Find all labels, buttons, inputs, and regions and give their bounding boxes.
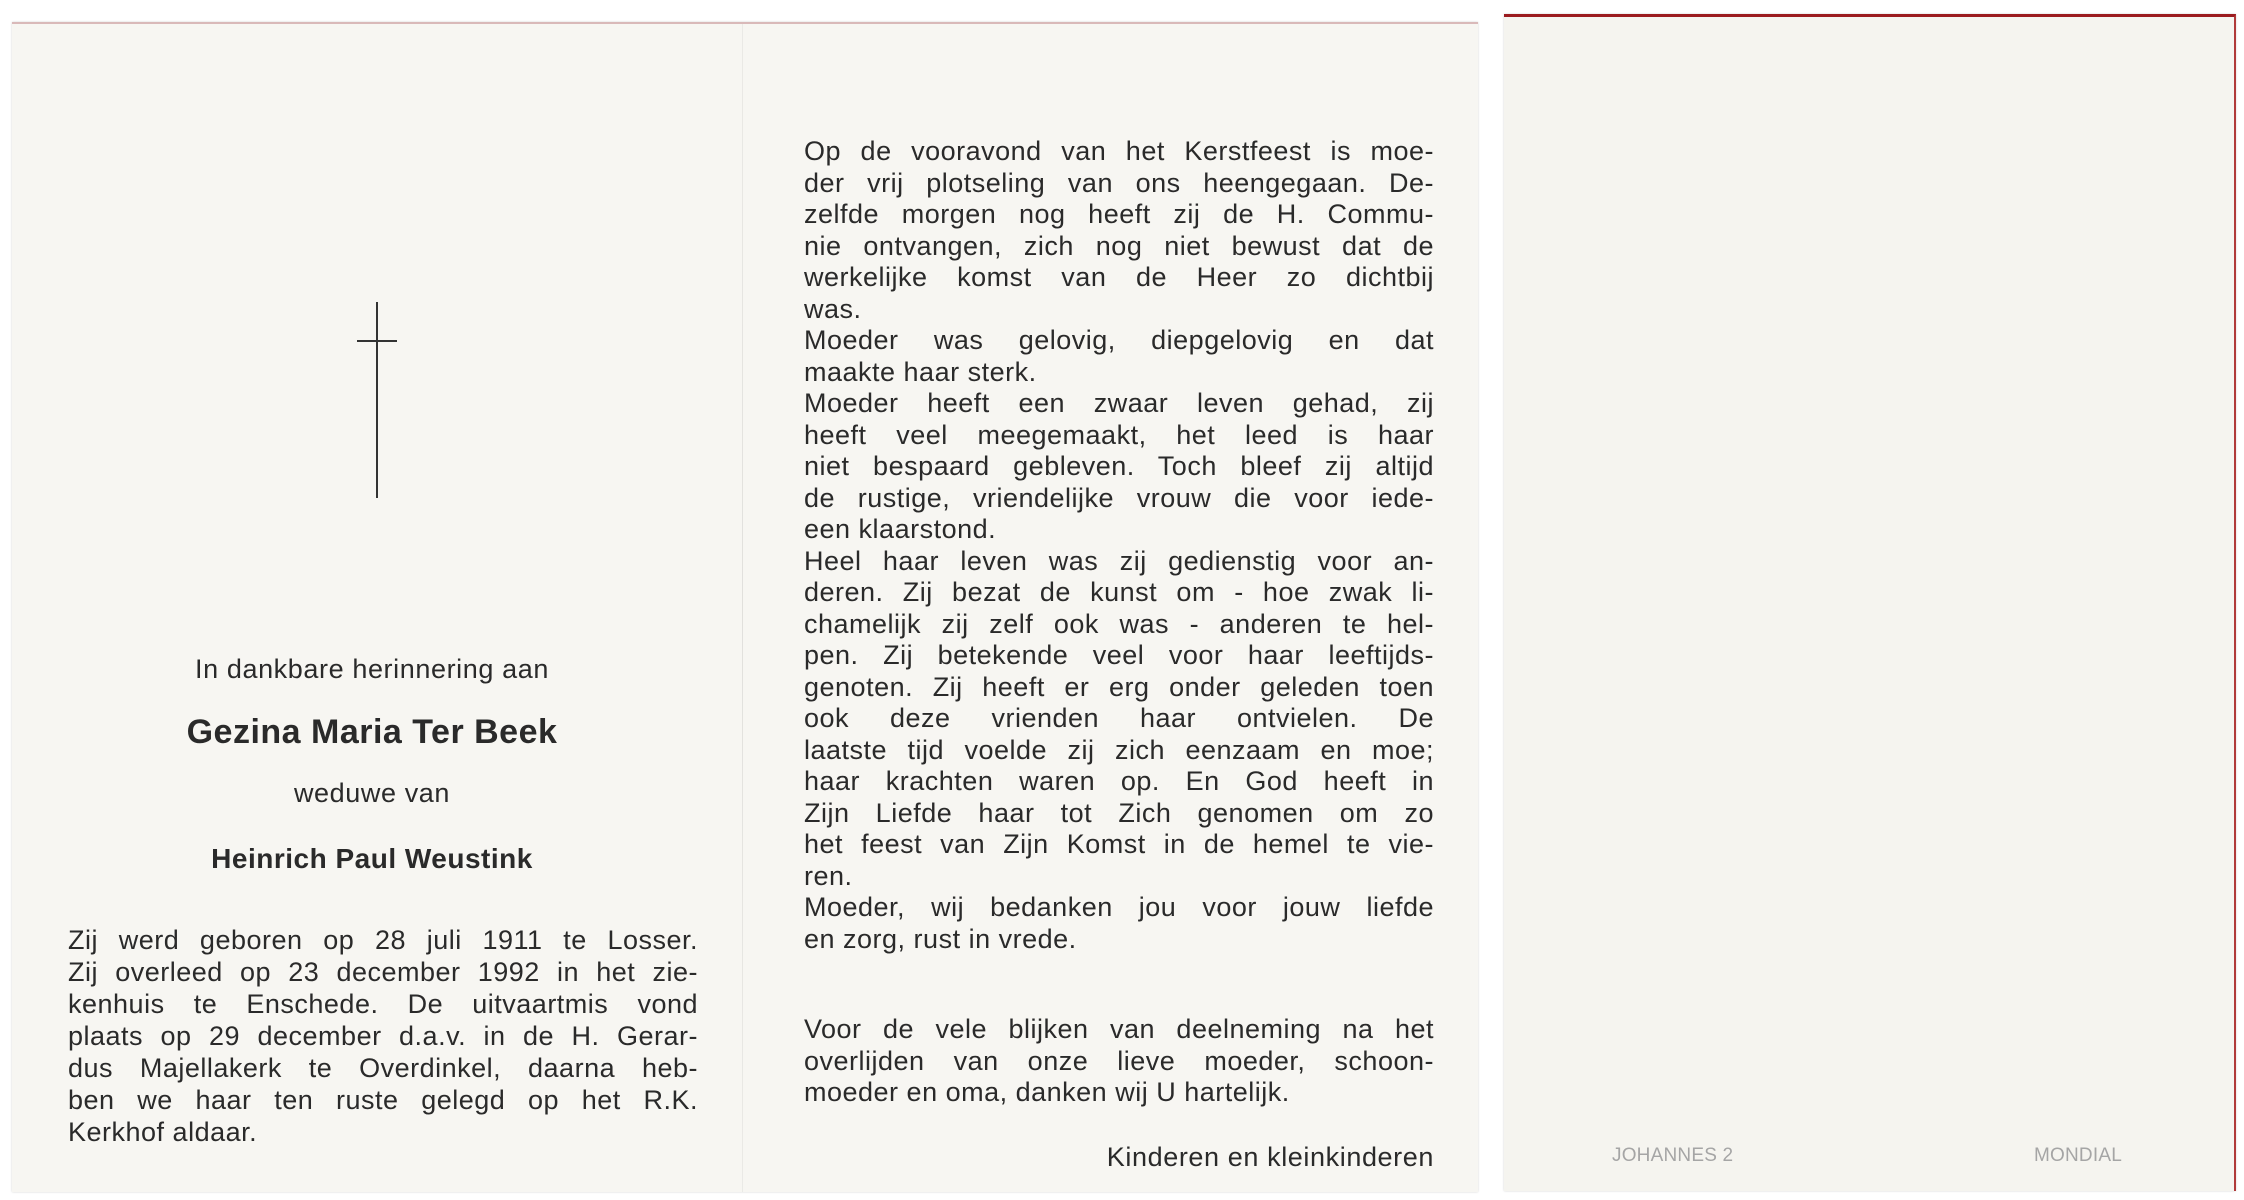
- eulogy-line: was.: [804, 293, 862, 324]
- imprint-right: MONDIAL: [2034, 1145, 2122, 1166]
- eulogy-line: genoten. Zij heeft er erg onder geleden toen: [804, 671, 1434, 702]
- thanks-line: overlijden van onze lieve moeder, schoon-: [804, 1045, 1434, 1076]
- husband-name: Heinrich Paul Weustink: [211, 843, 533, 874]
- eulogy-line: nie ontvangen, zich nog niet bewust dat de: [804, 230, 1434, 261]
- biography-text: [68, 924, 698, 1148]
- eulogy-line: Zijn Liefde haar tot Zich genomen om zo: [804, 797, 1434, 828]
- eulogy-line: deren. Zij bezat de kunst om - hoe zwak li-: [804, 577, 1434, 607]
- eulogy-text: [804, 136, 1434, 955]
- thanks-line: Voor de vele blijken van deelneming na het: [804, 1014, 1434, 1044]
- eulogy-line: maakte haar sterk.: [804, 356, 1037, 387]
- eulogy-line: Moeder was gelovig, diepgelovig en dat: [804, 325, 1434, 355]
- eulogy-line: het feest van Zijn Komst in de hemel te vie-: [804, 829, 1434, 859]
- eulogy-line: de rustige, vriendelijke vrouw die voor iede-: [804, 482, 1434, 513]
- bio-line: dus Majellakerk te Overdinkel, daarna heb-: [68, 1053, 698, 1083]
- eulogy-line: haar krachten waren op. En God heeft in: [804, 766, 1434, 796]
- eulogy-line: ren.: [804, 860, 853, 891]
- bio-line: Zij overleed op 23 december 1992 in het zie-: [68, 957, 698, 987]
- eulogy-line: Moeder heeft een zwaar leven gehad, zij: [804, 388, 1434, 418]
- eulogy-line: Op de vooravond van het Kerstfeest is moe-: [804, 136, 1434, 166]
- bio-line: Kerkhof aldaar.: [68, 1117, 258, 1147]
- intro-text: In dankbare herinnering aan: [195, 654, 549, 684]
- eulogy-line: Heel haar leven was zij gedienstig voor an-: [804, 545, 1434, 576]
- bio-line: kenhuis te Enschede. De uitvaartmis vond: [68, 989, 698, 1019]
- eulogy-line: heeft veel meegemaakt, het leed is haar: [804, 419, 1434, 450]
- eulogy-line: chamelijk zij zelf ook was - anderen te hel-: [804, 608, 1434, 639]
- thanks-text: [804, 1014, 1434, 1109]
- eulogy-line: pen. Zij betekende veel voor haar leeftijds-: [804, 640, 1434, 670]
- eulogy-line: laatste tijd voelde zij zich eenzaam en moe;: [804, 734, 1434, 765]
- deceased-name: Gezina Maria Ter Beek: [186, 713, 558, 751]
- eulogy-line: en zorg, rust in vrede.: [804, 923, 1077, 954]
- memorial-card-back: [1504, 14, 2236, 1191]
- eulogy-line: een klaarstond.: [804, 514, 997, 544]
- memorial-heading: [32, 654, 712, 875]
- eulogy-line: zelfde morgen nog heeft zij de H. Commu-: [804, 199, 1434, 229]
- widow-of-text: weduwe van: [293, 778, 451, 808]
- bio-line: ben we haar ten ruste gelegd op het R.K.: [68, 1085, 698, 1115]
- cross-icon: [357, 302, 397, 498]
- signature: Kinderen en kleinkinderen: [1106, 1142, 1434, 1172]
- memorial-card-inside: [12, 22, 1478, 1192]
- bio-line: Zij werd geboren op 28 juli 1911 te Losser.: [68, 925, 698, 955]
- imprint-left: JOHANNES 2: [1612, 1145, 1734, 1166]
- eulogy-line: der vrij plotseling van ons heengegaan. De-: [804, 167, 1434, 198]
- eulogy-line: Moeder, wij bedanken jou voor jouw liefde: [804, 892, 1434, 922]
- eulogy-line: niet bespaard gebleven. Toch bleef zij altijd: [804, 451, 1434, 481]
- thanks-line: moeder en oma, danken wij U hartelijk.: [804, 1077, 1290, 1107]
- eulogy-line: werkelijke komst van de Heer zo dichtbij: [804, 262, 1434, 292]
- eulogy-line: ook deze vrienden haar ontvielen. De: [804, 703, 1434, 733]
- fold-line: [742, 24, 743, 1192]
- bio-line: plaats op 29 december d.a.v. in de H. Gerar-: [68, 1021, 698, 1051]
